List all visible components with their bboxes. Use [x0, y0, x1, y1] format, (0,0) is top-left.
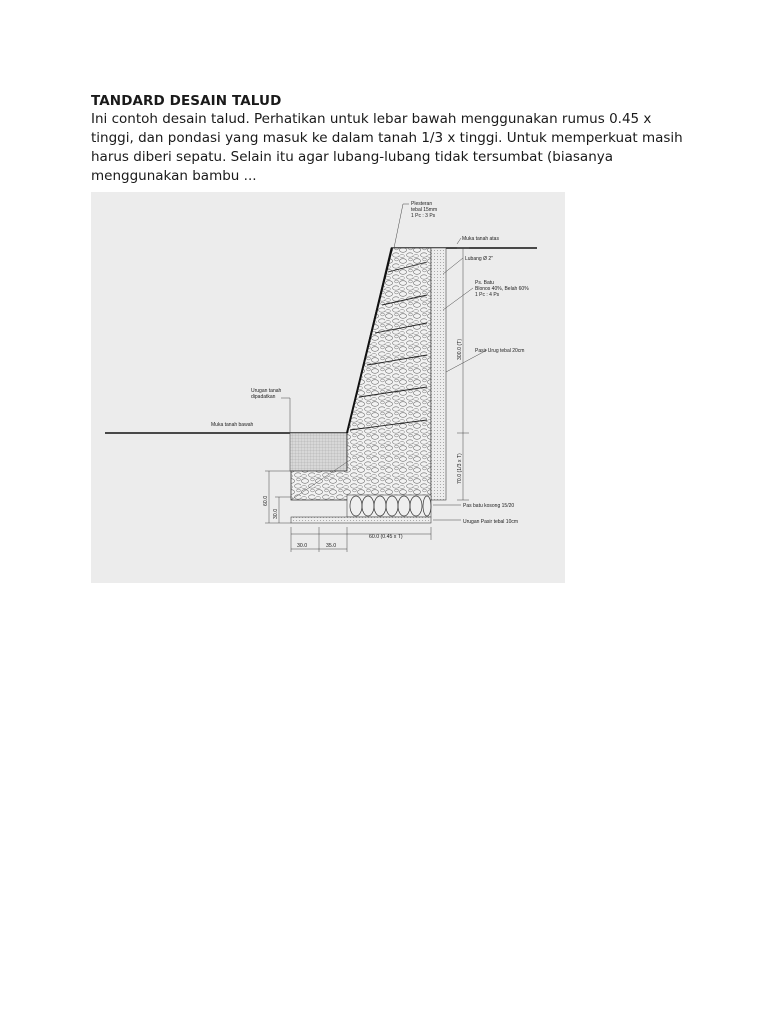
label-plaster-3: 1 Pc : 3 Ps — [411, 213, 436, 219]
sand-backfill-layer — [431, 248, 446, 500]
document-body — [91, 92, 691, 186]
document-title: TANDARD DESAIN TALUD — [91, 93, 282, 109]
dim-width-base: 60.0 (0.45 x T) — [369, 534, 403, 540]
label-stone-3: 1 Pc : 4 Ps — [475, 292, 500, 298]
dim-foot-sub: 30.0 — [273, 508, 279, 519]
sand-bed — [291, 517, 431, 523]
label-weep-hole: Lubang Ø 2" — [465, 256, 493, 262]
label-compacted-1: Urugan tanah — [251, 388, 282, 394]
dim-width-b: 35.0 — [326, 543, 337, 549]
label-sand-bed: Urugan Pasir tebal 10cm — [463, 519, 519, 525]
label-stone-1: Ps. Batu — [475, 280, 494, 286]
dim-foot-height: 60.0 — [263, 495, 269, 506]
dim-lower-height: 70.0 (1/3 x T) — [457, 453, 463, 484]
label-lower-ground: Muka tanah bawah — [211, 422, 254, 428]
label-upper-ground: Muka tanah atas — [462, 236, 499, 242]
talud-diagram — [91, 192, 565, 583]
label-dry-stone: Pas batu kosong 15/20 — [463, 503, 515, 509]
document-paragraph: Ini contoh desain talud. Perhatikan untuk lebar bawah menggunakan rumus 0.45 x tinggi, dan pondasi yang masuk ke dalam tanah 1/3 x tinggi. Untuk memperkuat masih harus diberi sepatu. Selain itu agar lubang-lubang tidak tersumbat (biasanya menggunakan bambu ... — [91, 111, 683, 184]
label-plaster-1: Plesteran — [411, 201, 433, 207]
label-sand-fill: Pasir Urug tebal 20cm — [475, 348, 525, 354]
compacted-fill — [290, 433, 347, 471]
dim-upper-height: 300.0 (T) — [457, 338, 463, 360]
dim-width-a: 30.0 — [297, 543, 308, 549]
label-compacted-2: dipadatkan — [251, 394, 276, 400]
width-dimension — [291, 527, 431, 552]
label-plaster-2: tebal 15mm — [411, 207, 438, 213]
label-stone-2: Blonos 40%, Belah 60% — [475, 286, 529, 292]
